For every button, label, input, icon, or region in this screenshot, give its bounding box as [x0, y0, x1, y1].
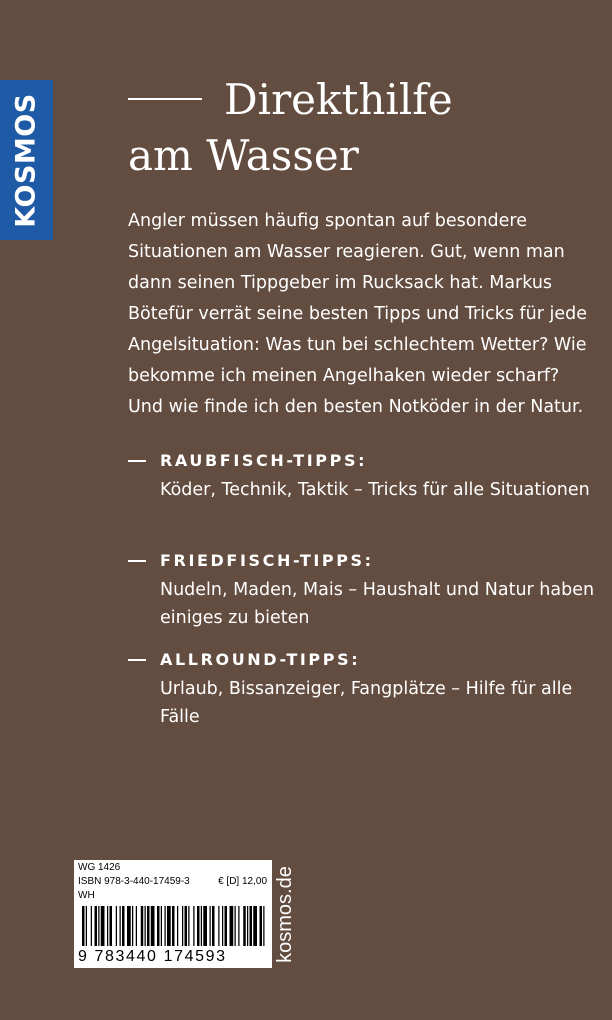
title-dash-rule	[128, 98, 202, 100]
barcode-bar	[141, 906, 144, 946]
barcode-bar	[235, 906, 236, 946]
barcode-wg: WG 1426	[78, 862, 121, 873]
tip-text: Urlaub, Bissanzeiger, Fangplätze – Hilfe für alle Fälle	[160, 679, 573, 727]
tip-raubfisch	[128, 446, 598, 504]
tip-heading	[128, 546, 598, 576]
tip-dash	[128, 460, 146, 462]
barcode-code: WH	[78, 890, 95, 901]
barcode-bar	[263, 906, 264, 946]
barcode-bar	[193, 906, 194, 946]
barcode-bar	[253, 906, 257, 946]
book-title	[128, 72, 453, 184]
barcode-bar	[86, 906, 87, 946]
barcode-bar	[147, 906, 150, 946]
tip-heading-text: FRIEDFISCH-TIPPS:	[160, 551, 374, 570]
barcode-bar	[116, 906, 117, 946]
barcode-bar	[250, 906, 253, 946]
tip-heading-text: ALLROUND-TIPPS:	[160, 650, 361, 669]
website-text: kosmos.de	[273, 865, 296, 963]
tip-friedfisch	[128, 546, 598, 632]
barcode-bar	[145, 906, 146, 946]
barcode-bar	[82, 906, 85, 946]
barcode-bar	[177, 906, 178, 946]
barcode-bar	[230, 906, 234, 946]
barcode-digits: 9 783440 174593	[78, 948, 227, 965]
barcode-bar	[225, 906, 228, 946]
barcode-bar	[188, 906, 189, 946]
barcode-bar	[167, 906, 171, 946]
barcode-bar	[110, 906, 113, 946]
barcode-bar	[98, 906, 99, 946]
tip-text: Köder, Technik, Taktik – Tricks für alle Situationen	[160, 480, 590, 500]
book-title-line-1	[128, 72, 453, 128]
barcode-bar	[210, 906, 211, 946]
barcode-bar	[101, 906, 105, 946]
website	[274, 858, 296, 970]
intro-text: Angler müssen häufig spontan auf besondere Situationen am Wasser reagieren. Gut, wenn man dann seinen Tippgeber im Rucksack hat. Markus Bötefür verrät seine besten Tipps und Tricks für jede Angelsituation: Was tun bei schlechtem Wetter? Wie bekomme ich meinen Angelhaken wieder scharf? Und wie finde ich den besten Notköder in der Natur.	[128, 211, 588, 417]
barcode-bar	[197, 906, 200, 946]
barcode-label	[74, 860, 272, 968]
barcode-bar	[182, 906, 183, 946]
barcode-bar	[95, 906, 98, 946]
barcode-bar	[132, 906, 133, 946]
book-title-line-1-text: Direkthilfe	[224, 75, 453, 124]
barcode-bar	[218, 906, 219, 946]
kosmos-logo-text: KOSMOS	[11, 92, 42, 228]
tip-heading	[128, 645, 598, 675]
barcode-bar	[157, 906, 160, 946]
barcode-bar	[165, 906, 166, 946]
barcode-bar	[243, 906, 246, 946]
barcode-price: € [D] 12,00	[218, 876, 267, 887]
tip-dash	[128, 560, 146, 562]
barcode-bar	[151, 906, 155, 946]
barcode-bar	[222, 906, 223, 946]
barcode-bar	[247, 906, 248, 946]
barcode-bar	[201, 906, 202, 946]
book-title-line-2: am Wasser	[128, 131, 359, 180]
barcode-isbn: ISBN 978-3-440-17459-3	[78, 876, 190, 887]
tip-heading	[128, 446, 598, 476]
barcode-bar	[91, 906, 92, 946]
tip-allround	[128, 645, 598, 731]
barcode-bar	[107, 906, 108, 946]
barcode-bar	[212, 906, 215, 946]
barcode-bar	[136, 906, 137, 946]
barcode-bar	[161, 906, 162, 946]
barcode-bar	[120, 906, 121, 946]
barcode-bar	[127, 906, 131, 946]
barcode-bar	[260, 906, 263, 946]
barcode-bars	[82, 906, 266, 946]
barcode-bar	[238, 906, 239, 946]
tip-heading-text: RAUBFISCH-TIPPS:	[160, 451, 368, 470]
kosmos-logo	[0, 80, 53, 240]
tip-text: Nudeln, Maden, Mais – Haushalt und Natur haben einiges zu bieten	[160, 580, 595, 628]
barcode-bar	[203, 906, 207, 946]
barcode-bar	[185, 906, 188, 946]
barcode-bar	[172, 906, 175, 946]
tip-dash	[128, 659, 146, 661]
barcode-bar	[122, 906, 125, 946]
